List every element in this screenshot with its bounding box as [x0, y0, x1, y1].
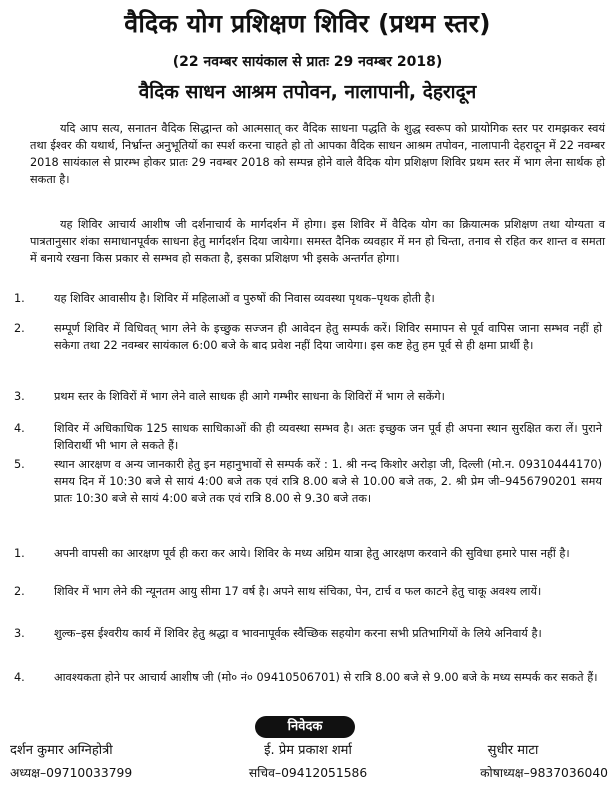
signatory-treasurer — [418, 740, 608, 784]
signatory-role: अध्यक्ष–09710033799 — [10, 766, 133, 780]
list-item-number: 2. — [14, 585, 25, 598]
signatory-name: ई. प्रेम प्रकाश शर्मा — [264, 743, 352, 758]
list-item-text: प्रथम स्तर के शिविरों में भाग लेने वाले साधक ही आगे गम्भीर साधना के शिविरों में भाग ले सकेंगे। — [54, 390, 445, 403]
signatory-secretary — [218, 740, 398, 784]
signatory-role: कोषाध्यक्ष–9837036040 — [480, 766, 608, 780]
signatory-president — [10, 740, 210, 784]
list-item-text: शिविर में भाग लेने की न्यूनतम आयु सीमा 17 वर्ष है। अपने साथ संचिका, पेन, टार्च व फल काटने हेतु चाकू अवश्य लायें। — [54, 585, 542, 598]
list-item-text: यह शिविर आवासीय है। शिविर में महिलाओं व पुरुषों की निवास व्यवस्था पृथक–पृथक होती है। — [54, 292, 435, 305]
list-item-number: 4. — [14, 671, 25, 684]
list-item-text: शिविर में अधिकाधिक 125 साधक साधिकाओं की ही व्यवस्था सम्भव है। अतः इच्छुक जन पूर्व ही अपना स्थान सुरक्षित करा लें। पुराने शिविरार्थी भी भाग ले सकते हैं। — [54, 422, 602, 452]
signatory-role: सचिव–09412051586 — [248, 766, 368, 780]
list-item-text: आवश्यकता होने पर आचार्य आशीष जी (मो० नं० 09410506701) से रात्रि 8.00 बजे से 9.00 बजे के मध्य सम्पर्क कर सकते हैं। — [54, 671, 598, 684]
list-item-text: शुल्क–इस ईश्वरीय कार्य में शिविर हेतु श्रद्धा व भावनापूर्वक स्वैच्छिक सहयोग करना सभी प्रतिभागियों के लिये अनिवार्य है। — [54, 627, 542, 640]
list-item-number: 5. — [14, 458, 25, 471]
signatory-name: दर्शन कुमार अग्निहोत्री — [10, 743, 113, 758]
date-range: (22 नवम्बर सायंकाल से प्रातः 29 नवम्बर 2018) — [172, 54, 443, 70]
list-item-number: 2. — [14, 322, 25, 335]
list-item-text: सम्पूर्ण शिविर में विधिवत् भाग लेने के इच्छुक सज्जन ही आवेदन हेतु सम्पर्क करें। शिविर समापन से पूर्व वापिस जाना सम्भव नहीं हो सकेगा तथा 22 नवम्बर सायंकाल 6:00 बजे के बाद प्रवेश नहीं दिया जायेगा। इस कष्ट हेतु हम पूर्व से ही क्षमा प्रार्थी है। — [54, 322, 602, 352]
list-item-number: 3. — [14, 390, 25, 403]
list-item-text: अपनी वापसी का आरक्षण पूर्व ही करा कर आये। शिविर के मध्य अग्रिम यात्रा हेतु आरक्षण करवाने की सुविधा हमारे पास नहीं है। — [54, 547, 570, 560]
intro-paragraph-2: यह शिविर आचार्य आशीष जी दर्शनाचार्य के मार्गदर्शन में होगा। इस शिविर में वैदिक योग का क्रियात्मक प्रशिक्षण तथा योग्यता व पात्रतानुसार शंका समाधानपूर्वक साधना हेतु मार्गदर्शन दिया जायेगा। समस्त दैनिक व्यवहार में मन हो चिन्ता, तनाव से रहित कर शान्त व समता में बनाये रखना किस प्रकार से सम्भव हो सकता है, इसका प्रशिक्षण भी इसके अन्तर्गत होगा। — [30, 218, 605, 265]
nivedak-badge: निवेदक — [255, 716, 355, 738]
list-item-number: 4. — [14, 422, 25, 435]
page-title: वैदिक योग प्रशिक्षण शिविर (प्रथम स्तर) — [124, 9, 491, 38]
venue-heading: वैदिक साधन आश्रम तपोवन, नालापानी, देहरादून — [138, 81, 477, 103]
list-item-number: 3. — [14, 627, 25, 640]
list-item-number: 1. — [14, 547, 25, 560]
intro-paragraph-1: यदि आप सत्य, सनातन वैदिक सिद्धान्त को आत्मसात् कर वैदिक साधना पद्धति के शुद्ध स्वरूप को प्रायोगिक स्तर पर रामझकर स्वयं तथा ईश्वर की यथार्थ, निर्भ्रान्त अनुभूतियों का स्पर्श करना चाहते हो तो आपका वैदिक साधन आश्रम तपोवन, नालापानी देहरादून में 22 नवम्बर 2018 सायंकाल से प्रारम्भ होकर प्रातः 29 नवम्बर 2018 को सम्पन्न होने वाले वैदिक योग प्रशिक्षण शिविर प्रथम स्तर में भाग लेना सार्थक हो सकता है। — [30, 122, 605, 186]
list-item-text: स्थान आरक्षण व अन्य जानकारी हेतु इन महानुभावों से सम्पर्क करें : 1. श्री नन्द किशोर अरोड़ा जी, दिल्ली (मो.न. 09310444170) समय दिन में 10:30 बजे से सायं 4:00 बजे तक एवं रात्रि 8.00 बजे से 10.00 बजे तक, 2. श्री प्रेम जी–9456790201 समय प्रातः 10:30 बजे से सायं 4:00 बजे तक एवं रात्रि 8.00 से 9.30 बजे तक। — [54, 458, 602, 505]
list-item-number: 1. — [14, 292, 25, 305]
signatory-name: सुधीर माटा — [487, 743, 539, 758]
